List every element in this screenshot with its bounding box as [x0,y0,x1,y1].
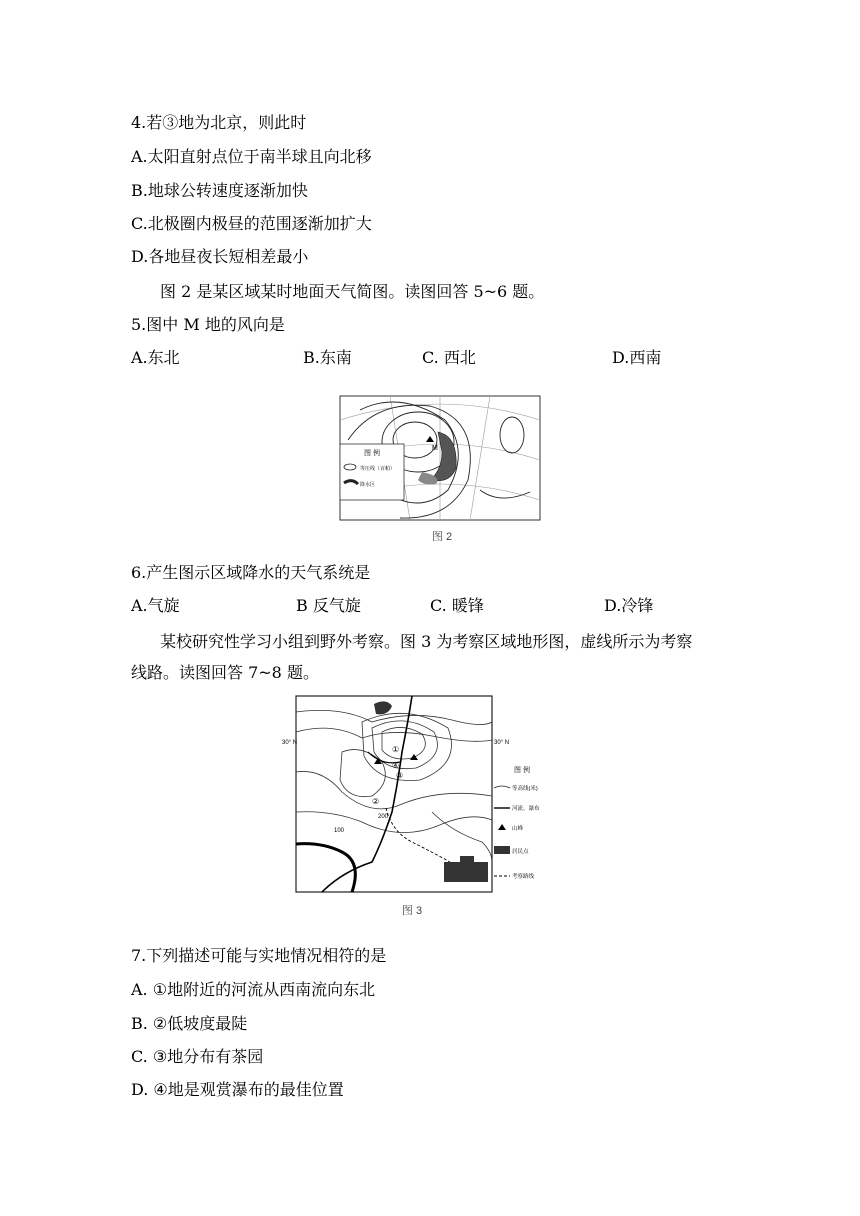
q7-option-c: C. ③地分布有茶园 [131,1047,264,1066]
q4-option-d: D.各地昼夜长短相差最小 [131,247,309,266]
q5-option-c: C. 西北 [422,348,476,367]
contour-label-200: 200 [378,814,389,820]
figure3-caption: 图 3 [401,905,423,917]
figure3-legend-route: 考察路线 [512,874,535,880]
point-2: ② [372,797,380,806]
intro-7-8-line2: 线路。读图回答 7~8 题。 [131,663,319,682]
figure2-caption: 图 2 [431,531,453,543]
figure-2-weather-map [330,380,550,550]
q4-stem: 4.若③地为北京，则此时 [131,113,307,132]
q7-stem: 7.下列描述可能与实地情况相符的是 [131,946,387,965]
figure3-legend-river: 河流、瀑布 [512,806,540,812]
figure3-legend-contour: 等高线(米) [512,786,538,792]
point-1: ① [392,745,400,754]
contour-label-100: 100 [334,828,345,834]
figure3-legend-settlement: 居民点 [512,849,529,855]
intro-5-6: 图 2 是某区域某时地面天气简图。读图回答 5~6 题。 [160,282,545,301]
lat-right: 30° N [494,740,510,746]
figure2-legend-precip: 降水区 [360,482,376,488]
q6-option-c: C. 暖锋 [430,596,484,615]
intro-7-8-line1: 某校研究性学习小组到野外考察。图 3 为考察区域地形图，虚线所示为考察 [160,632,693,651]
q5-option-a: A.东北 [131,348,180,367]
q4-option-b: B.地球公转速度逐渐加快 [131,181,308,200]
figure3-legend-peak: 山峰 [512,826,524,832]
q5-option-b: B.东南 [303,348,352,367]
q7-option-d: D. ④地是观赏瀑布的最佳位置 [131,1080,344,1099]
q6-option-b: B 反气旋 [296,596,361,615]
label-m: M [432,445,438,452]
q5-stem: 5.图中 M 地的风向是 [131,315,285,334]
point-4: ④ [392,761,400,770]
q6-option-d: D.冷锋 [604,596,654,615]
figure2-legend-isobar: 等压线（百帕） [360,466,396,472]
q6-stem: 6.产生图示区域降水的天气系统是 [131,563,371,582]
figure2-legend-title: 图 例 [364,450,380,457]
point-3: ③ [396,771,404,780]
figure3-legend-title: 图 例 [514,767,530,774]
q4-option-a: A.太阳直射点位于南半球且向北移 [131,147,372,166]
q7-option-b: B. ②低坡度最陡 [131,1014,248,1033]
lat-left: 30° N [282,740,298,746]
q5-option-d: D.西南 [612,348,662,367]
q4-option-c: C.北极圈内极昼的范围逐渐加扩大 [131,214,372,233]
q7-option-a: A. ①地附近的河流从西南流向东北 [131,980,376,999]
q6-option-a: A.气旋 [131,596,180,615]
figure-3-topographic-map [282,692,572,924]
